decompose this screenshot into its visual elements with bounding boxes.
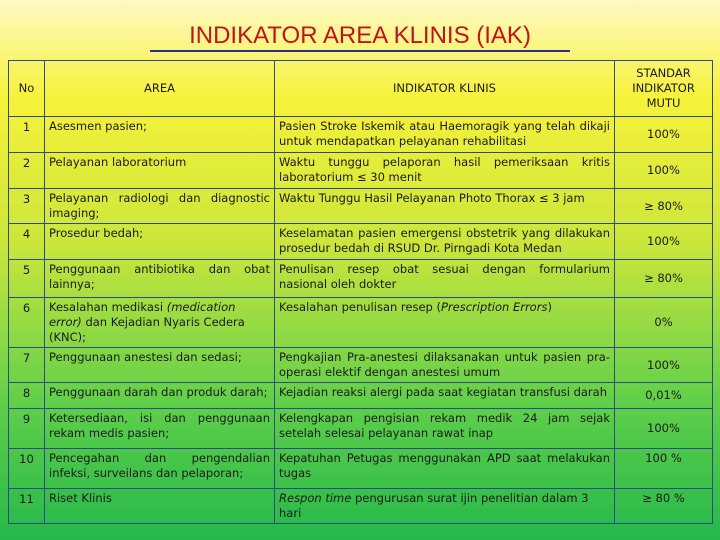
row-indikator: Kejadian reaksi alergi pada saat kegiatan transfusi darah — [275, 383, 615, 409]
table-row — [9, 449, 713, 489]
row-area: Ketersediaan, isi dan penggunaan rekam medis pasien; — [45, 409, 275, 449]
row-standar: 100% — [615, 117, 713, 153]
header-standar: STANDAR INDIKATOR MUTU — [615, 61, 713, 117]
row-standar: ≥ 80 % — [615, 489, 713, 524]
row-area: Riset Klinis — [45, 489, 275, 524]
table-row — [9, 409, 713, 449]
row-standar: ≥ 80% — [615, 260, 713, 298]
header-area: AREA — [45, 61, 275, 117]
table-row — [9, 117, 713, 153]
row-no: 1 — [9, 117, 45, 153]
row-no: 6 — [9, 298, 45, 348]
row-no: 8 — [9, 383, 45, 409]
table-header-row — [9, 61, 713, 117]
row-area: Penggunaan anestesi dan sedasi; — [45, 348, 275, 383]
row-indikator: Kepatuhan Petugas menggunakan APD saat melakukan tugas — [275, 449, 615, 489]
row-area: Pencegahan dan pengendalian infeksi, surveilans dan pelaporan; — [45, 449, 275, 489]
indikator-text: Respon time pengurusan surat ijin penelitian dalam 3 hari — [279, 491, 589, 520]
row-standar: 100% — [615, 153, 713, 189]
row-area: Prosedur bedah; — [45, 224, 275, 260]
table-row — [9, 489, 713, 524]
row-standar: 0,01% — [615, 383, 713, 409]
row-standar: 100 % — [615, 449, 713, 489]
row-no: 9 — [9, 409, 45, 449]
header-no: No — [9, 61, 45, 117]
area-text: Kesalahan medikasi (medication error) dan Kejadian Nyaris Cedera (KNC); — [49, 300, 245, 344]
row-standar: 100% — [615, 348, 713, 383]
row-standar: 0% — [615, 298, 713, 348]
row-standar: ≥ 80% — [615, 189, 713, 224]
indikator-text: Kesalahan penulisan resep (Prescription Errors) — [279, 300, 552, 314]
row-area: Asesmen pasien; — [45, 117, 275, 153]
row-area: Penggunaan darah dan produk darah; — [45, 383, 275, 409]
row-indikator: Kelengkapan pengisian rekam medik 24 jam sejak setelah selesai pelayanan rawat inap — [275, 409, 615, 449]
table-row — [9, 189, 713, 224]
row-indikator: Pengkajian Pra-anestesi dilaksanakan untuk pasien pra-operasi elektif dengan anestesi umum — [275, 348, 615, 383]
row-standar: 100% — [615, 409, 713, 449]
table-row — [9, 153, 713, 189]
row-no: 4 — [9, 224, 45, 260]
row-indikator: Keselamatan pasien emergensi obstetrik yang dilakukan prosedur bedah di RSUD Dr. Pirngadi Kota Medan — [275, 224, 615, 260]
row-indikator: Waktu Tunggu Hasil Pelayanan Photo Thorax ≤ 3 jam — [275, 189, 615, 224]
table-row — [9, 348, 713, 383]
table-row — [9, 298, 713, 348]
table-row — [9, 224, 713, 260]
indikator-table — [8, 60, 713, 524]
header-indikator: INDIKATOR KLINIS — [275, 61, 615, 117]
title-underline — [150, 50, 570, 52]
row-indikator — [275, 298, 615, 348]
page-title: INDIKATOR AREA KLINIS (IAK) — [189, 22, 531, 49]
table-row — [9, 260, 713, 298]
row-area: Pelayanan laboratorium — [45, 153, 275, 189]
row-area — [45, 298, 275, 348]
table-row — [9, 383, 713, 409]
row-no: 11 — [9, 489, 45, 524]
row-no: 10 — [9, 449, 45, 489]
row-no: 5 — [9, 260, 45, 298]
row-no: 3 — [9, 189, 45, 224]
row-standar: 100% — [615, 224, 713, 260]
row-no: 2 — [9, 153, 45, 189]
row-area: Pelayanan radiologi dan diagnostic imaging; — [45, 189, 275, 224]
row-indikator — [275, 489, 615, 524]
row-indikator: Penulisan resep obat sesuai dengan formularium nasional oleh dokter — [275, 260, 615, 298]
row-indikator: Waktu tunggu pelaporan hasil pemeriksaan kritis laboratorium ≤ 30 menit — [275, 153, 615, 189]
row-indikator: Pasien Stroke Iskemik atau Haemoragik yang telah dikaji untuk mendapatkan pelayanan rehabilitasi — [275, 117, 615, 153]
row-area: Penggunaan antibiotika dan obat lainnya; — [45, 260, 275, 298]
row-no: 7 — [9, 348, 45, 383]
